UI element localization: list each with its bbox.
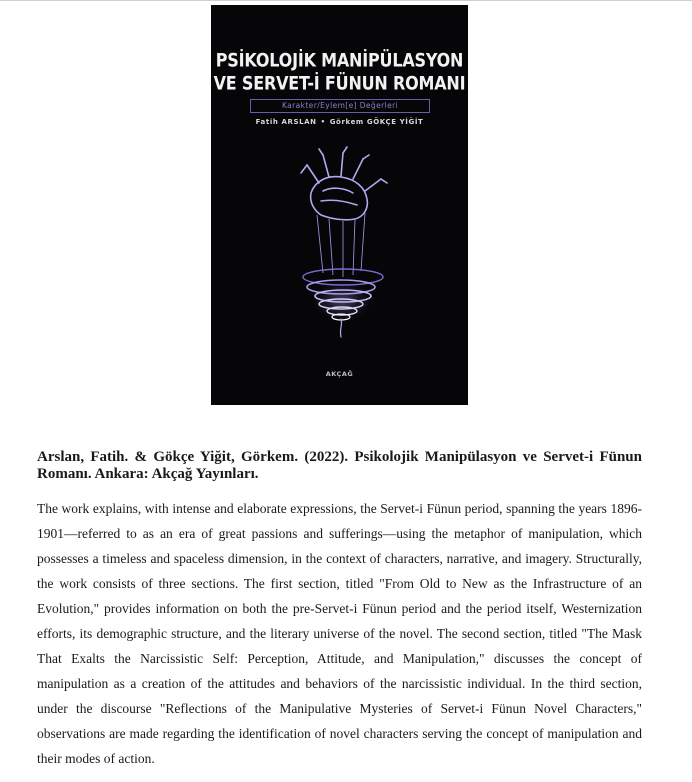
cover-subtitle: Karakter/Eylem[e] Değerleri [250, 99, 430, 113]
puppet-hand-with-strings-and-vortex-icon [271, 143, 411, 343]
citation: Arslan, Fatih. & Gökçe Yiğit, Görkem. (2022). Psikolojik Manipülasyon ve Servet-i Fünun Romanı. Ankara: Akçağ Yayınları. [37, 449, 642, 482]
cover-author-1: Fatih ARSLAN [255, 118, 317, 126]
publisher-logo: AKÇAĞ [325, 370, 354, 378]
cover-authors [211, 118, 468, 126]
cover-title-line-2: VE SERVET-İ FÜNUN ROMANI [213, 72, 466, 94]
cover-author-2: Görkem GÖKÇE YİĞİT [329, 118, 424, 126]
review-body: The work explains, with intense and elaborate expressions, the Servet-i Fünun period, spanning the years 1896-1901—referred to as an era of great passions and sufferings—using the metaphor of manipulation, which possesses a timeless and spaceless dimension, in the context of characters, narrative, and imagery. Structurally, the work consists of three sections. The first section, titled "From Old to New as the Infrastructure of an Evolution," provides information on both the pre-Servet-i Fünun period and the period itself, Westernization efforts, its demographic structure, and the literary universe of the novel. The second section, titled "The Mask That Exalts the Narcissistic Self: Perception, Attitude, and Manipulation," discusses the concept of manipulation as a creation of the attitudes and behaviors of the narcissistic individual. In the third section, under the discourse "Reflections of the Manipulative Mysteries of Servet-i Fünun Novel Characters," observations are made regarding the identification of novel characters serving the concept of manipulation and their modes of action. [37, 501, 642, 766]
cover-title-line-1: PSİKOLOJİK MANİPÜLASYON [215, 49, 464, 71]
cover-title [211, 49, 468, 95]
top-divider [0, 0, 692, 1]
author-separator: • [320, 118, 326, 126]
book-cover-image [211, 5, 468, 405]
